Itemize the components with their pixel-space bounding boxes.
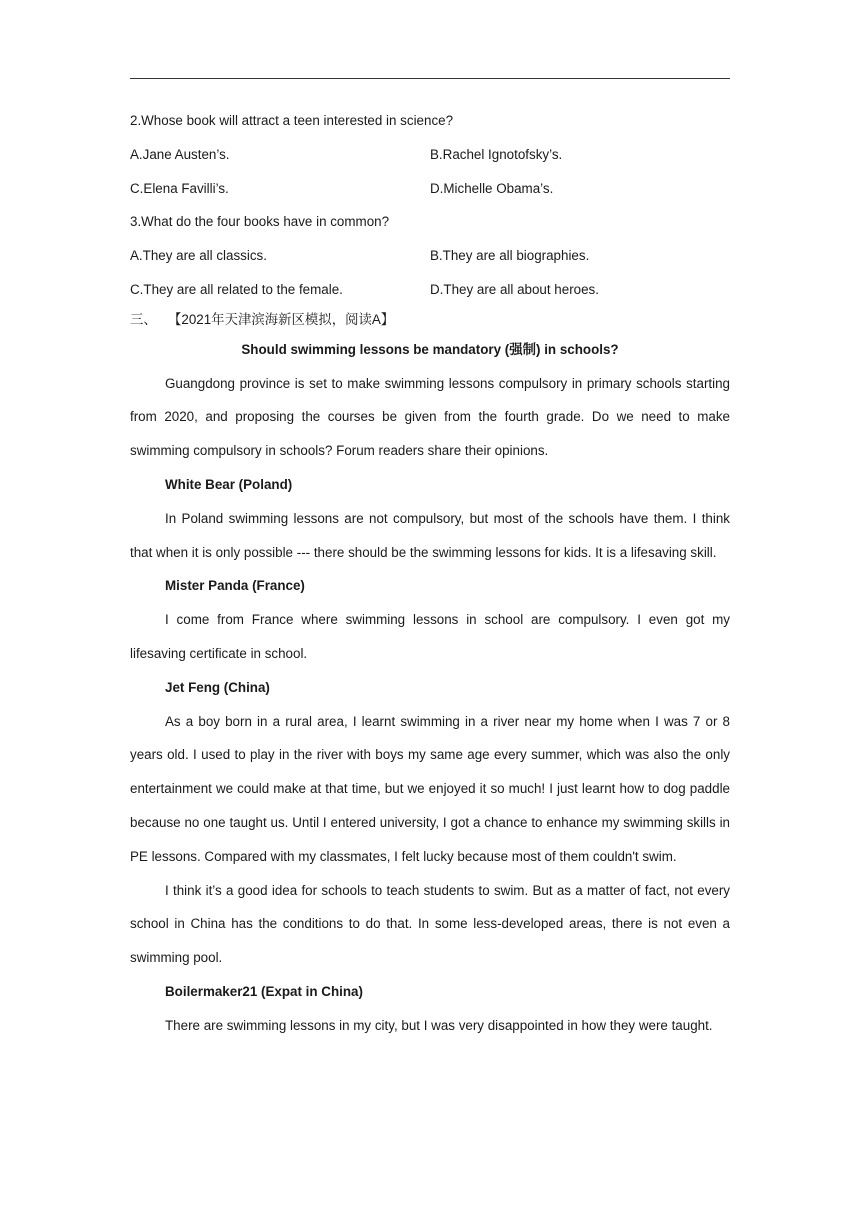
question-3-option-d: D.They are all about heroes. bbox=[430, 281, 599, 297]
question-3-options-row-2 bbox=[130, 273, 730, 307]
question-2-option-b: B.Rachel Ignotofsky’s. bbox=[430, 146, 563, 162]
section-number: 三、 bbox=[130, 311, 157, 327]
post-paragraph: I come from France where swimming lessons in school are compulsory. I even got my lifesaving certificate in school. bbox=[130, 612, 730, 661]
question-3-stem: 3.What do the four books have in common? bbox=[130, 214, 390, 230]
question-2-option-a: A.Jane Austen’s. bbox=[130, 146, 230, 162]
question-2-stem: 2.Whose book will attract a teen interested in science? bbox=[130, 113, 454, 128]
question-2-option-d: D.Michelle Obama’s. bbox=[430, 180, 554, 196]
question-3-options-row-1 bbox=[130, 239, 730, 273]
post-paragraph: I think it’s a good idea for schools to teach students to swim. But as a matter of fact, not every school in China has the conditions to do that. In some less-developed areas, there is not even a swimming pool. bbox=[130, 882, 730, 966]
section-source: 【2021年天津滨海新区模拟，阅读A】 bbox=[168, 311, 395, 327]
header-rule bbox=[130, 78, 730, 79]
post-author: Mister Panda (France) bbox=[165, 578, 305, 594]
question-3-option-b: B.They are all biographies. bbox=[430, 248, 590, 264]
document-page bbox=[130, 104, 730, 1043]
post-author: Boilermaker21 (Expat in China) bbox=[165, 983, 363, 999]
article-title: Should swimming lessons be mandatory (强制) in schools? bbox=[241, 341, 619, 357]
question-3-option-c: C.They are all related to the female. bbox=[130, 281, 343, 297]
article-intro: Guangdong province is set to make swimming lessons compulsory in primary schools starting from 2020, and proposing the courses be given from the fourth grade. Do we need to make swimming compulsory in schools? Forum readers share their opinions. bbox=[130, 375, 730, 459]
question-2-option-c: C.Elena Favilli’s. bbox=[130, 180, 229, 196]
post-paragraph: In Poland swimming lessons are not compulsory, but most of the schools have them. I think that when it is only possible --- there should be the swimming lessons for kids. It is a lifesaving skill. bbox=[130, 510, 730, 560]
post-paragraph: There are swimming lessons in my city, but I was very disappointed in how they were taught. bbox=[165, 1017, 713, 1033]
question-2-options-row-1 bbox=[130, 138, 730, 172]
question-3-option-a: A.They are all classics. bbox=[130, 248, 267, 264]
section-header bbox=[130, 307, 730, 333]
post-paragraph: As a boy born in a rural area, I learnt swimming in a river near my home when I was 7 or 8 years old. I used to play in the river with boys my same age every summer, which was also the only entertainment we could make at that time, but we enjoyed it so much! I just learnt how to dog paddle because no one taught us. Until I entered university, I got a chance to enhance my swimming skills in PE lessons. Compared with my classmates, I felt lucky because most of them couldn't swim. bbox=[130, 713, 730, 864]
post-author: Jet Feng (China) bbox=[165, 679, 270, 695]
post-author: White Bear (Poland) bbox=[165, 476, 293, 492]
question-2-options-row-2 bbox=[130, 172, 730, 206]
